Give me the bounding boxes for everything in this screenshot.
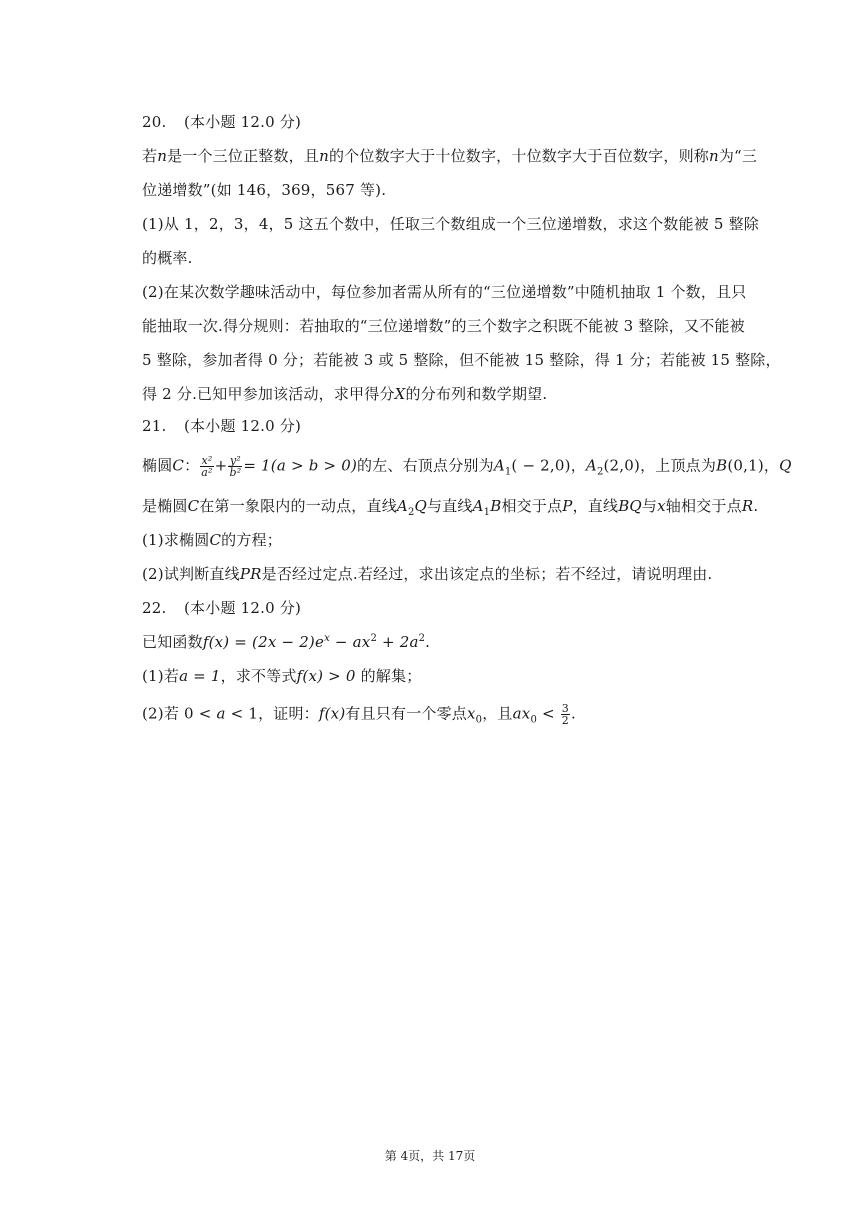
math-var: C [209,531,222,549]
math-var: x [657,497,666,515]
text: 是椭圆 [142,497,188,515]
text: 若 [142,147,158,165]
math-var: A [585,456,597,475]
math-var: X [394,385,406,403]
superscript: 2 [370,633,377,644]
math-var: B [490,497,502,515]
math-expr: (2,0) [603,456,641,475]
math-var: R [741,497,754,515]
math-expr: f(x) = (2x − 2)e [202,633,325,651]
q21-line-2 [142,496,758,516]
numerator: 3 [561,702,569,715]
math-var: P [562,497,573,515]
text: 已知函数 [142,633,203,651]
q20-part2-line-3: 5 整除，参加者得 0 分；若能被 3 或 5 整除，但不能被 15 整除，得 1 分；若能被 15 整除， [142,351,781,369]
q22-header [142,598,301,618]
text: (1)求椭圆 [142,531,210,549]
q20-line-1 [142,146,757,166]
text: 得 2 分.已知甲参加该活动，求甲得分 [142,385,395,403]
denominator: a² [201,466,213,479]
math-expr: (0,1) [727,456,764,475]
math-var: x [467,704,476,723]
text: + [214,456,228,475]
math-var: PR [239,565,262,583]
q20-header [142,112,301,132]
math-expr: ( − 2,0) [511,456,571,475]
text: 与 [641,497,658,515]
superscript: 2 [418,633,426,644]
subscript: 2 [407,507,415,518]
text: . [425,633,431,651]
subscript: 1 [504,466,512,478]
text: < [537,704,560,723]
math-var: Q [414,497,428,515]
subscript: 0 [475,714,483,726]
fraction-x2-a2 [200,455,213,478]
text: 在第一象限内的一动点，直线 [199,497,397,515]
q21-header [142,416,301,436]
math-var: A [493,456,505,475]
text: 为“三 [718,147,758,165]
q21-line-1 [142,455,792,478]
q21-number: 21. [142,417,167,435]
math-var: B [716,456,728,475]
text: 的个位数字大于十位数字，十位数字大于百位数字，则称 [328,147,709,165]
math-var: C [172,456,185,475]
q20-part2-line-2: 能抽取一次.得分规则：若抽取的“三位递增数”的三个数字之积既不能被 3 整除，又不能被 [142,317,745,335]
math-var: A [472,497,484,515]
text: (1)若 [142,667,180,685]
text: ， [570,456,586,475]
q20-part2-line-4 [142,384,547,404]
q22-score: (本小题 12.0 分) [184,599,302,617]
math-expr: − ax [329,633,371,651]
text: . [753,497,759,515]
text: 是一个三位正整数，且 [167,147,320,165]
q20-line-2: 位递增数”(如 146，369，567 等). [142,181,387,199]
text: 轴相交于点 [665,497,742,515]
text: 相交于点 [501,497,563,515]
subscript: 1 [483,507,491,518]
superscript: x [324,633,330,644]
text: < 1，证明： [225,704,319,723]
math-var: a [216,704,226,723]
math-var: n [319,147,329,165]
denominator: b² [229,466,242,479]
text: ， [763,456,780,475]
math-var: A [396,497,408,515]
q20-part1-line-2: 的概率. [142,249,193,267]
text: (2)若 0 < [142,704,217,723]
math-expr: = 1(a > b > 0) [243,456,357,475]
text: 椭圆 [142,456,173,475]
q21-score: (本小题 12.0 分) [184,417,302,435]
numerator: x² [201,454,213,467]
q21-part2 [142,564,712,584]
math-var: C [187,497,200,515]
denominator: 2 [561,714,569,727]
text: 与直线 [427,497,473,515]
text: 是否经过定点.若经过，求出该定点的坐标；若不经过，请说明理由. [261,565,713,583]
math-var: Q [779,456,792,475]
subscript: 2 [596,466,604,478]
math-expr: f(x) > 0 [296,667,356,685]
text: ，求不等式 [220,667,297,685]
text: ： [184,456,200,475]
q20-part2-line-1: (2)在某次数学趣味活动中，每位参加者需从所有的“三位递增数”中随机抽取 1 个数，且只 [142,283,747,301]
text: 有且只有一个零点 [345,704,467,723]
fraction-y2-b2 [228,455,242,478]
math-expr: + 2a [377,633,419,651]
text: 的方程； [221,531,282,549]
math-var: n [708,147,719,165]
math-var: BQ [618,497,642,515]
text: . [570,704,576,723]
q22-part1 [142,666,421,686]
text: (2)试判断直线 [142,565,240,583]
q20-part1-line-1: (1)从 1，2，3，4，5 这五个数中，任取三个数组成一个三位递增数，求这个数能被 5 整除 [142,215,759,233]
text: ，且 [482,704,513,723]
q22-number: 22. [142,599,167,617]
q22-part2 [142,703,576,726]
numerator: y² [229,454,241,467]
page-footer: 第 4页，共 17页 [384,1149,476,1163]
math-var: n [157,147,168,165]
q22-line-1 [142,632,430,652]
text: ，直线 [572,497,619,515]
math-expr: f(x) [318,704,346,723]
subscript: 0 [530,714,538,726]
q20-score: (本小题 12.0 分) [184,113,302,131]
q21-part1 [142,530,282,550]
math-var: ax [512,704,531,723]
text: 的解集； [355,667,422,685]
text: 的分布列和数学期望. [405,385,548,403]
text: ，上顶点为 [640,456,717,475]
fraction-3-2 [561,703,570,726]
math-expr: a = 1 [179,667,221,685]
q20-number: 20. [142,113,167,131]
text: 的左、右顶点分别为 [357,456,494,475]
